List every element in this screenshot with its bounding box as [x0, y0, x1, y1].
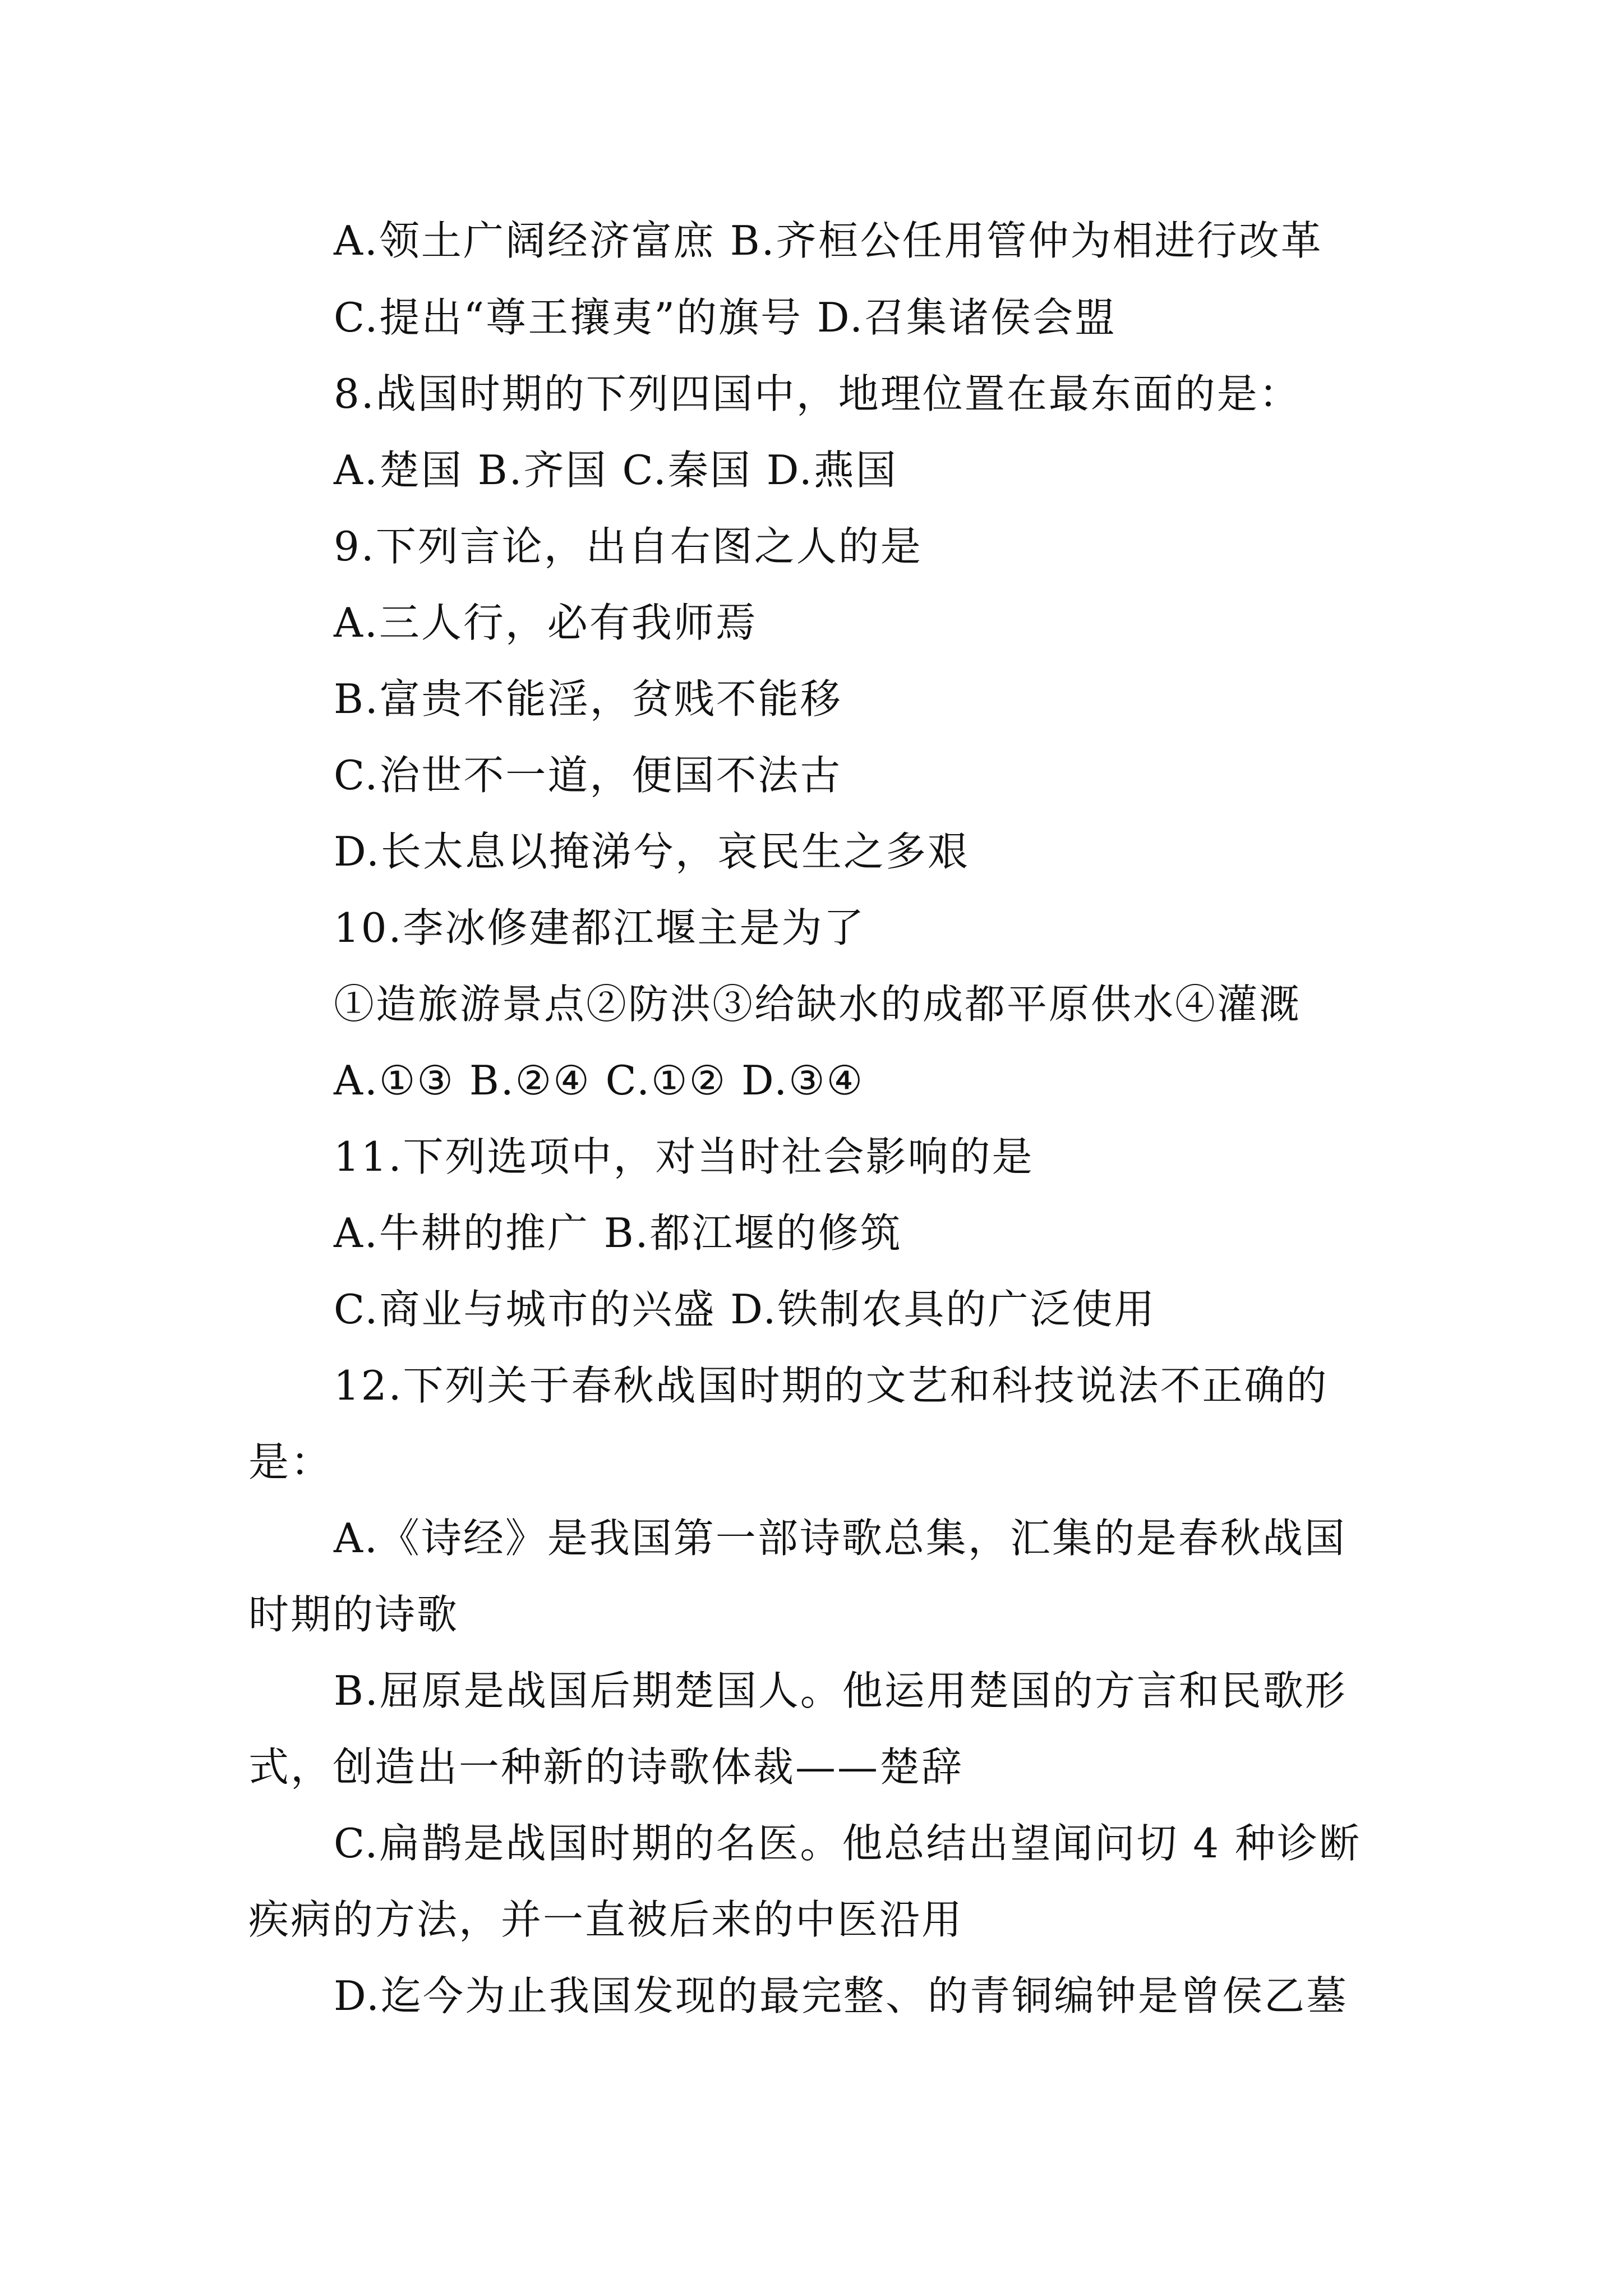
option-line-7cd: C.提出“尊王攘夷”的旗号 D.召集诸侯会盟	[334, 294, 1117, 341]
question-10: 10.李冰修建都江堰主是为了	[334, 904, 866, 951]
option-9a: A.三人行，必有我师焉	[334, 599, 758, 646]
option-9c: C.治世不一道，便国不法古	[334, 752, 842, 799]
question-12-continued: 是：	[248, 1438, 333, 1485]
option-9b: B.富贵不能淫，贫贱不能移	[334, 675, 842, 723]
option-9d: D.长太息以掩涕兮，哀民生之多艰	[334, 828, 970, 875]
option-12a: A.《诗经》是我国第一部诗歌总集，汇集的是春秋战国	[334, 1515, 1347, 1562]
options-11cd: C.商业与城市的兴盛 D.铁制农具的广泛使用	[334, 1286, 1156, 1333]
option-12c-continued: 疾病的方法，并一直被后来的中医沿用	[248, 1896, 964, 1943]
option-12b-continued: 式，创造出一种新的诗歌体裁——楚辞	[248, 1743, 964, 1791]
option-12b: B.屈原是战国后期楚国人。他运用楚国的方言和民歌形	[334, 1667, 1347, 1714]
question-9: 9.下列言论，出自右图之人的是	[334, 523, 923, 570]
question-12: 12.下列关于春秋战国时期的文艺和科技说法不正确的	[334, 1362, 1329, 1409]
options-8: A.楚国 B.齐国 C.秦国 D.燕国	[334, 447, 898, 494]
options-10: A.①③ B.②④ C.①② D.③④	[334, 1057, 865, 1104]
option-12c: C.扁鹊是战国时期的名医。他总结出望闻问切 4 种诊断	[334, 1820, 1361, 1867]
question-11: 11.下列选项中，对当时社会影响的是	[334, 1133, 1034, 1180]
question-8: 8.战国时期的下列四国中，地理位置在最东面的是：	[334, 370, 1301, 417]
option-line-7ab: A.领土广阔经济富庶 B.齐桓公任用管仲为相进行改革	[334, 217, 1323, 264]
option-12d: D.迄今为止我国发现的最完整、的青铜编钟是曾侯乙墓	[334, 1972, 1349, 2019]
option-12a-continued: 时期的诗歌	[248, 1591, 459, 1638]
statements-10: ①造旅游景点②防洪③给缺水的成都平原供水④灌溉	[334, 981, 1302, 1028]
options-11ab: A.牛耕的推广 B.都江堰的修筑	[334, 1209, 902, 1257]
